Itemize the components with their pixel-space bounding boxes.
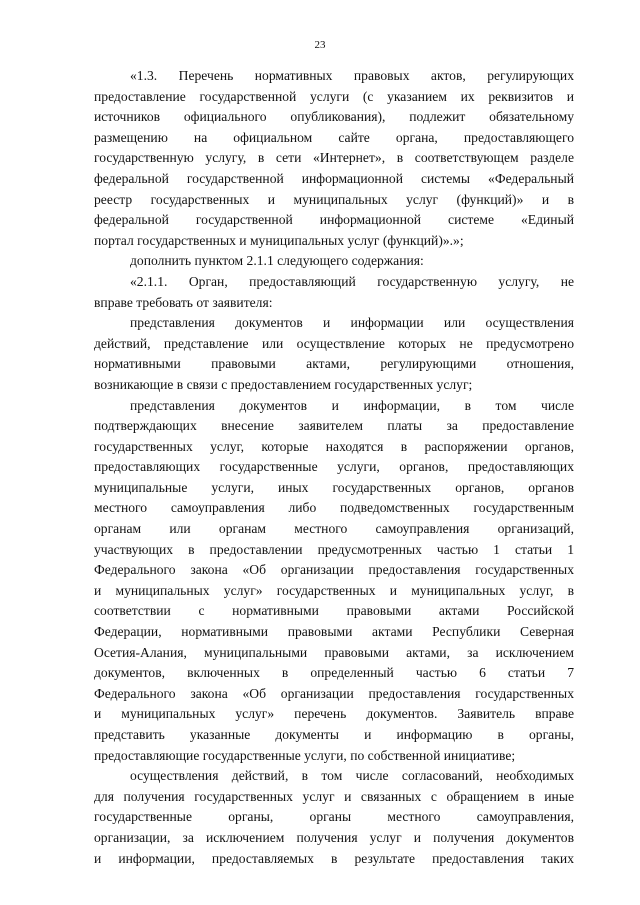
text-line: местного самоуправления либо подведомственных государственным bbox=[94, 500, 574, 516]
text-line: реестр государственных и муниципальных услуг (функций)» и в bbox=[94, 191, 574, 207]
text-line: документов, включенных в определенный частью 6 статьи 7 bbox=[94, 665, 574, 681]
text-line: муниципальные услуги, иных государственных органов, органов bbox=[94, 479, 574, 495]
text-line: предоставляющие государственные услуги, по собственной инициативе; bbox=[94, 747, 516, 763]
text-line: предоставление государственной услуги (с указанием их реквизитов и bbox=[94, 88, 574, 104]
text-line: Федерального закона «Об организации предоставления государственных bbox=[94, 685, 574, 701]
text-line: и информации, предоставляемых в результате предоставления таких bbox=[94, 850, 574, 866]
text-line: Осетия-Алания, муниципальными правовыми актами, за исключением bbox=[94, 644, 574, 660]
text-line: государственную услугу, в сети «Интернет», в соответствующем разделе bbox=[94, 150, 574, 166]
text-line: представить указанные документы и информацию в органы, bbox=[94, 727, 574, 742]
text-line: вправе требовать от заявителя: bbox=[94, 294, 273, 310]
text-line: соответствии с нормативными правовыми актами Российской bbox=[94, 603, 574, 619]
text-line: подтверждающих внесение заявителем платы за предоставление bbox=[94, 418, 574, 434]
text-line: размещению на официальном сайте органа, предоставляющего bbox=[94, 129, 574, 145]
text-line: возникающие в связи с предоставлением государственных услуг; bbox=[94, 376, 473, 392]
text-line: и муниципальных услуг» перечень документов. Заявитель вправе bbox=[94, 706, 574, 722]
text-line: государственные органы, органы местного самоуправления, bbox=[94, 809, 574, 825]
text-line: источников официального опубликования), подлежит обязательному bbox=[94, 109, 574, 125]
text-line: и муниципальных услуг» государственных и муниципальных услуг, в bbox=[94, 582, 574, 598]
text-line: портал государственных и муниципальных услуг (функций)».»; bbox=[94, 232, 464, 248]
text-line: представления документов и информации, в том числе bbox=[130, 397, 574, 413]
text-line: представления документов и информации или осуществления bbox=[130, 315, 574, 331]
text-line: федеральной государственной информационной системы «Федеральный bbox=[94, 170, 574, 186]
text-line: федеральной государственной информационной системе «Единый bbox=[94, 212, 574, 228]
text-line: участвующих в предоставлении предусмотренных частью 1 статьи 1 bbox=[94, 541, 574, 557]
text-line: органам или органам местного самоуправления организаций, bbox=[94, 521, 574, 537]
page-number: 23 bbox=[314, 39, 326, 51]
text-line: организации, за исключением получения услуг и получения документов bbox=[94, 829, 574, 845]
text-line: для получения государственных услуг и связанных с обращением в иные bbox=[94, 788, 574, 804]
text-line: «1.3. Перечень нормативных правовых актов, регулирующих bbox=[130, 68, 574, 83]
text-line: предоставляющих государственные услуги, органов, предоставляющих bbox=[94, 459, 574, 475]
text-line: дополнить пунктом 2.1.1 следующего содержания: bbox=[130, 253, 424, 269]
text-line: Федерального закона «Об организации предоставления государственных bbox=[94, 562, 574, 578]
text-line: действий, представление или осуществление которых не предусмотрено bbox=[94, 335, 574, 351]
text-line: нормативными правовыми актами, регулирующими отношения, bbox=[94, 356, 574, 372]
text-line: Федерации, нормативными правовыми актами Республики Северная bbox=[94, 624, 574, 640]
text-line: «2.1.1. Орган, предоставляющий государственную услугу, не bbox=[130, 273, 574, 289]
text-line: государственных услуг, которые находятся в распоряжении органов, bbox=[94, 438, 574, 454]
text-line: осуществления действий, в том числе согласований, необходимых bbox=[130, 768, 574, 784]
document-body bbox=[94, 66, 574, 869]
